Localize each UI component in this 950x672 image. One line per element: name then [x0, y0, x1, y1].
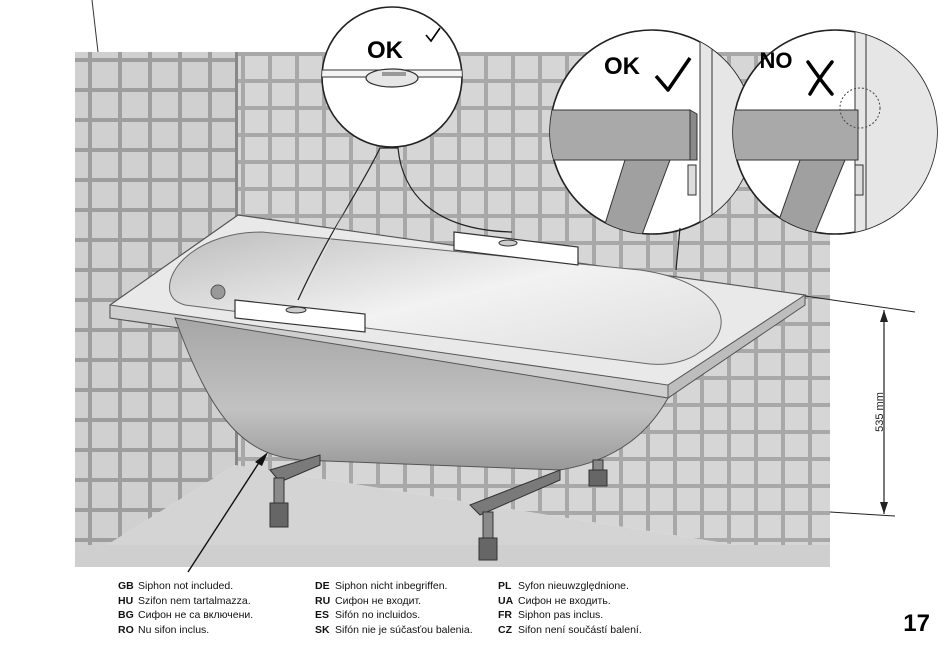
siphon-notice-legend [118, 579, 718, 639]
legend-item: SK Sifón nie je súčasťou balenia. [315, 623, 473, 636]
legend-item: GB Siphon not included. [118, 580, 234, 592]
overflow-hole [211, 285, 225, 299]
callout-no-label: NO [759, 48, 793, 73]
height-dimension-label: 535 mm [874, 392, 886, 432]
guide-line [92, 0, 98, 52]
page-number: 17 [903, 610, 930, 637]
callout-ok-label-right: OK [604, 53, 640, 80]
legend-item: RU Сифон не входит. [315, 594, 422, 607]
callout-ok-label-top: OK [367, 37, 403, 64]
legend-item: CZ Sifon není součástí balení. [498, 623, 642, 636]
legend-item: ES Sifón no incluidos. [315, 609, 421, 622]
legend-column [498, 579, 642, 637]
legend-item: FR Siphon pas inclus. [498, 609, 604, 622]
legend-item: RO Nu sifon inclus. [118, 623, 210, 636]
legend-item: PL Syfon nieuwzględnione. [498, 580, 629, 592]
legend-item: DE Siphon nicht inbegriffen. [315, 580, 448, 592]
legend-column [118, 579, 253, 637]
floor-strip [75, 545, 830, 567]
legend-item: UA Сифон не входить. [498, 594, 611, 607]
legend-item: HU Szifon nem tartalmazza. [118, 594, 251, 607]
legend-item: BG Сифон не са включени. [118, 609, 254, 622]
legend-column [315, 579, 473, 637]
